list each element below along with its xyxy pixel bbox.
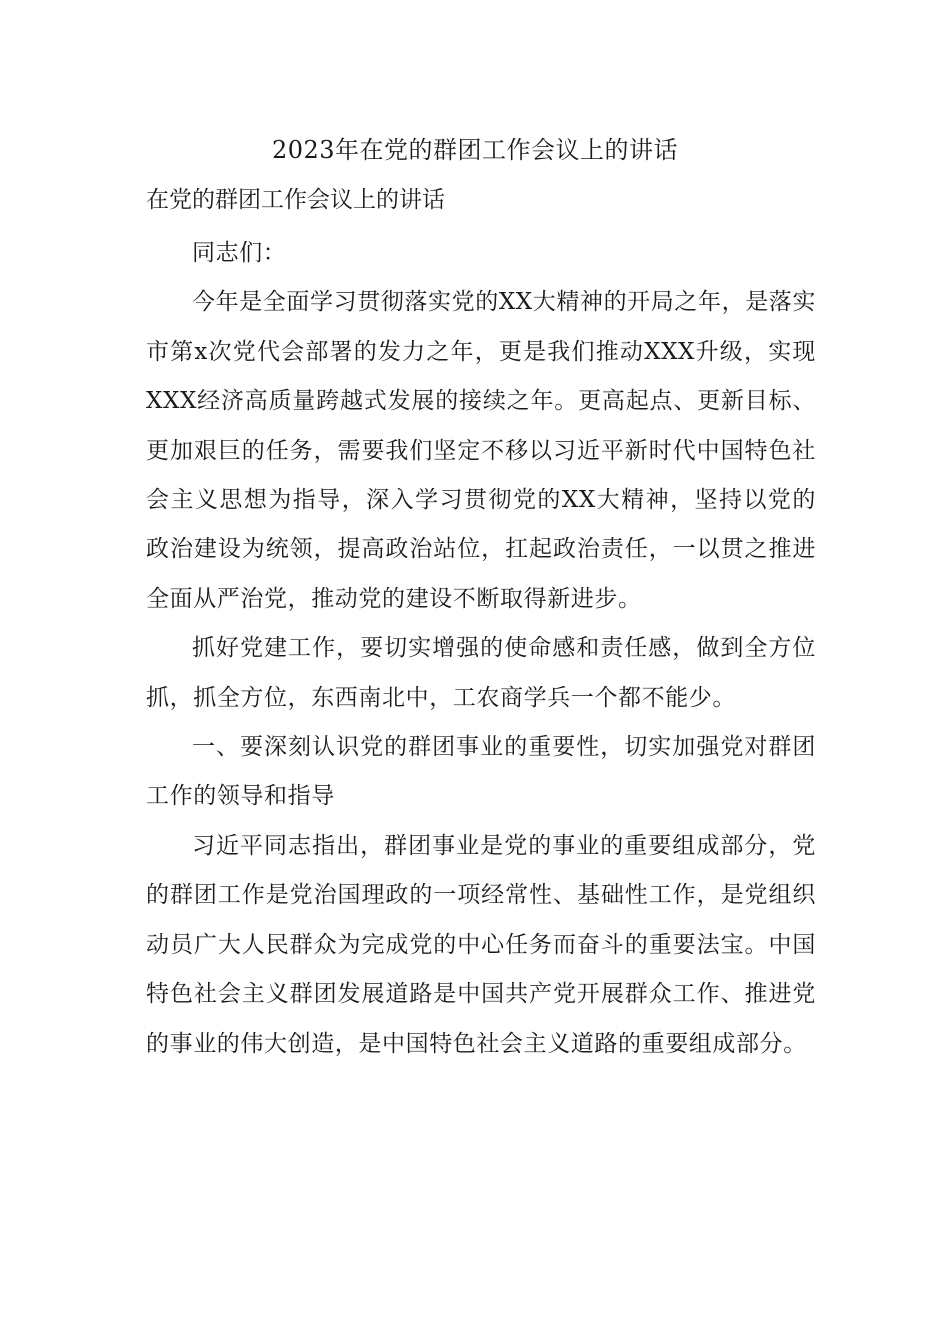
document-subtitle: 在党的群团工作会议上的讲话	[146, 187, 445, 213]
section-heading-one: 一、要深刻认识党的群团事业的重要性，切实加强党对群团工作的领导和指导	[146, 734, 816, 810]
paragraph-party-building: 抓好党建工作，要切实增强的使命感和责任感，做到全方位抓，抓全方位，东西南北中，工农商学兵一个都不能少。	[146, 635, 816, 711]
document-body	[146, 229, 816, 1069]
document-title: 2023年在党的群团工作会议上的讲话	[271, 136, 679, 164]
greeting: 同志们：	[192, 240, 287, 266]
paragraph-group-work: 习近平同志指出，群团事业是党的事业的重要组成部分，党的群团工作是党治国理政的一项经常性、基础性工作，是党组织动员广大人民群众为完成党的中心任务而奋斗的重要法宝。中国特色社会主义群团发展道路是中国共产党开展群众工作、推进党的事业的伟大创造，是中国特色社会主义道路的重要组成部分。	[146, 832, 816, 1057]
paragraph-opening: 今年是全面学习贯彻落实党的XX大精神的开局之年，是落实市第x次党代会部署的发力之年，更是我们推动XXX升级，实现XXX经济高质量跨越式发展的接续之年。更高起点、更新目标、更加艰巨的任务，需要我们坚定不移以习近平新时代中国特色社会主义思想为指导，深入学习贯彻党的XX大精神，坚持以党的政治建设为统领，提高政治站位，扛起政治责任，一以贯之推进全面从严治党，推动党的建设不断取得新进步。	[146, 289, 816, 612]
